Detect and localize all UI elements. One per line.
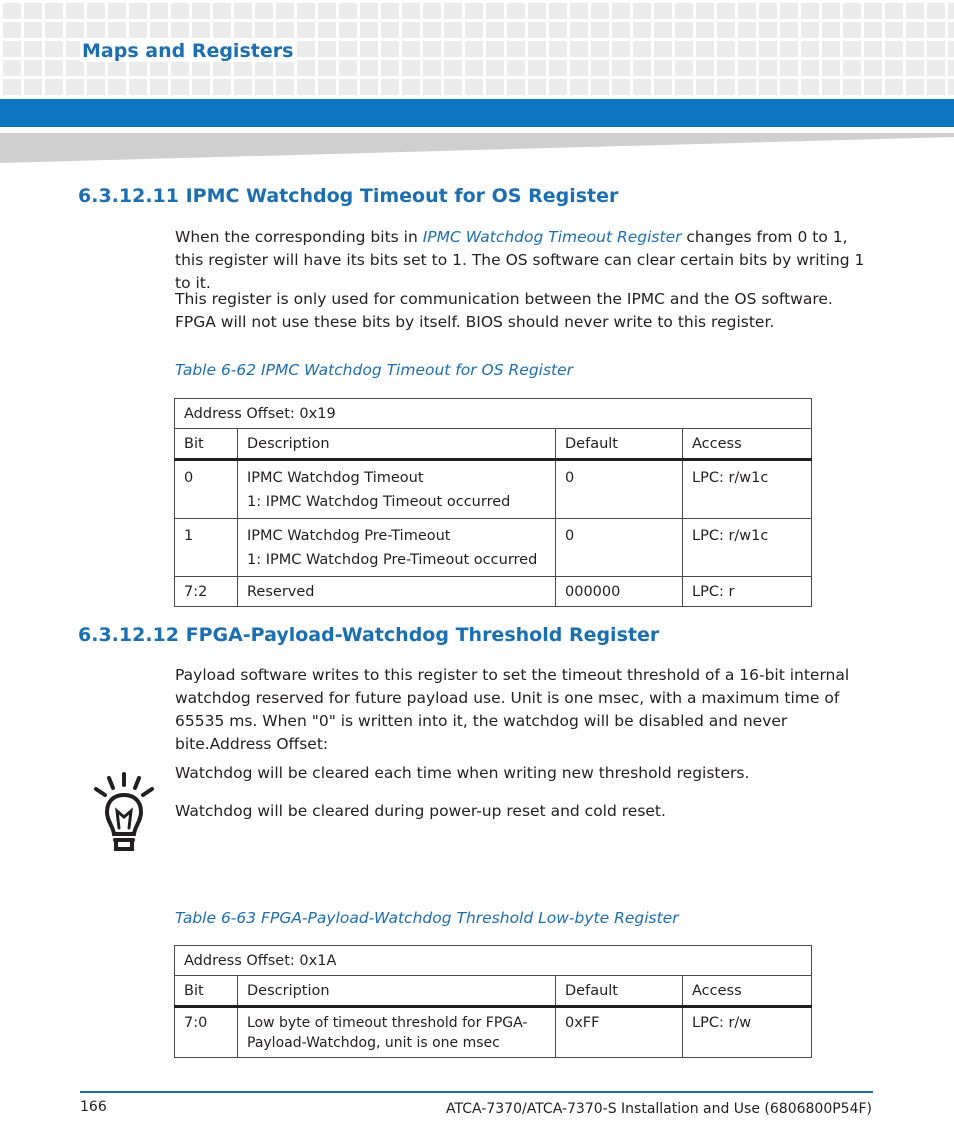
bit-cell: 1 [175,519,238,577]
column-header-bit: Bit [175,429,238,460]
column-header-access: Access [683,429,812,460]
section1-paragraph-1 [175,226,875,295]
bit-cell: 7:0 [175,1007,238,1058]
para-text: changes from 0 to 1, this register will have its bits set to 1. The OS software can clear certain bits by writing 1 to it. [175,228,865,292]
section2-paragraph-1: Payload software writes to this register to set the timeout threshold of a 16-bit internal watchdog reserved for future payload use. Unit is one msec, with a maximum time of 65535 ms. When "0" is written into it, the watchdog will be disabled and never bite.Address Offset: [175,666,850,753]
description-line: IPMC Watchdog Timeout [247,470,424,486]
default-cell: 0 [556,519,683,577]
column-header-access: Access [683,976,812,1007]
description-line: 1: IPMC Watchdog Timeout occurred [247,494,511,510]
address-offset-cell: Address Offset: 0x19 [175,399,812,429]
note-text-1: Watchdog will be cleared each time when writing new threshold registers. [175,764,750,782]
default-cell: 0xFF [556,1007,683,1058]
address-offset-cell: Address Offset: 0x1A [175,946,812,976]
access-cell: LPC: r [683,577,812,607]
access-cell: LPC: r/w [683,1007,812,1058]
table-caption-6-63: Table 6-63 FPGA-Payload-Watchdog Threshold Low-byte Register [175,909,679,927]
default-cell: 000000 [556,577,683,607]
column-header-bit: Bit [175,976,238,1007]
description-cell [238,460,556,519]
register-table-6-62 [174,398,812,607]
description-line: IPMC Watchdog Pre-Timeout [247,528,451,544]
header-blue-bar [0,99,954,127]
table-row [175,519,812,577]
note-text-2: Watchdog will be cleared during power-up reset and cold reset. [175,802,666,820]
header-gray-wedge [0,133,954,163]
table-row [175,1007,812,1058]
table-caption-6-62: Table 6-62 IPMC Watchdog Timeout for OS Register [175,361,574,379]
description-line: 1: IPMC Watchdog Pre-Timeout occurred [247,552,538,568]
chapter-title: Maps and Registers [82,40,294,62]
description-line: Low byte of timeout threshold for FPGA- [247,1015,528,1031]
para-text: When the corresponding bits in [175,228,423,246]
footer-rule [80,1091,873,1093]
access-cell: LPC: r/w1c [683,460,812,519]
table-row [175,460,812,519]
description-cell [238,519,556,577]
bit-cell: 7:2 [175,577,238,607]
page-number: 166 [80,1099,107,1115]
description-line: Payload-Watchdog, unit is one msec [247,1035,500,1051]
section-heading-ipmc-watchdog: 6.3.12.11 IPMC Watchdog Timeout for OS Register [78,185,619,207]
access-cell: LPC: r/w1c [683,519,812,577]
column-header-description: Description [238,429,556,460]
description-cell [238,1007,556,1058]
register-table-6-63 [174,945,812,1058]
bit-cell: 0 [175,460,238,519]
section1-paragraph-2: This register is only used for communication between the IPMC and the OS software. FPGA will not use these bits by itself. BIOS should never write to this register. [175,290,833,331]
lightbulb-icon [92,770,156,854]
document-title: ATCA-7370/ATCA-7370-S Installation and Use (6806800P54F) [446,1101,872,1117]
column-header-default: Default [556,976,683,1007]
column-header-default: Default [556,429,683,460]
ipmc-watchdog-register-link[interactable]: IPMC Watchdog Timeout Register [422,228,682,246]
default-cell: 0 [556,460,683,519]
section-heading-fpga-payload-watchdog: 6.3.12.12 FPGA-Payload-Watchdog Threshold Register [78,624,660,646]
description-cell: Reserved [238,577,556,607]
column-header-description: Description [238,976,556,1007]
table-row [175,577,812,607]
